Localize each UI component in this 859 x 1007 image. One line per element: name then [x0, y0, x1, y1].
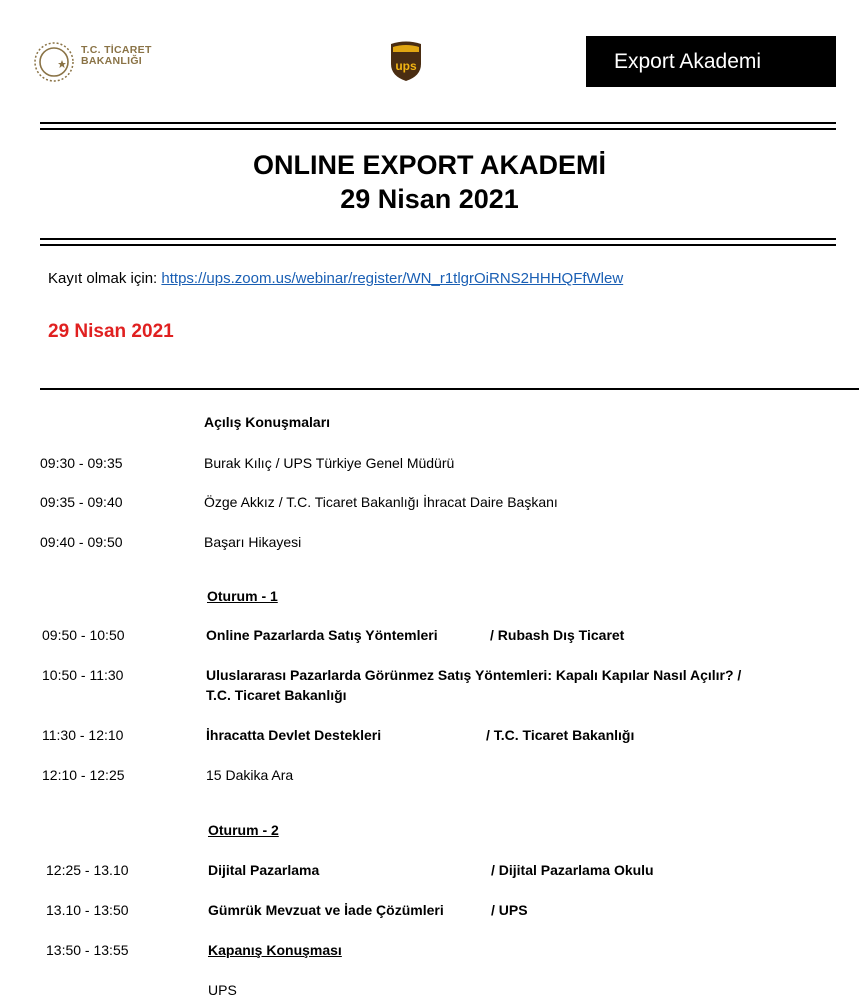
export-akademi-banner: [586, 36, 836, 87]
agenda-time: 09:40 - 09:50: [40, 534, 123, 550]
agenda-time: 09:50 - 10:50: [42, 627, 125, 643]
agenda-divider: [40, 388, 859, 390]
agenda-speaker: / UPS: [491, 902, 528, 918]
agenda-item: Başarı Hikayesi: [204, 534, 302, 550]
opening-heading: Açılış Konuşmaları: [204, 414, 331, 430]
registration-label: Kayıt olmak için:: [48, 270, 158, 287]
agenda-title: Gümrük Mevzuat ve İade Çözümleri: [208, 902, 444, 918]
agenda-time: 10:50 - 11:30: [42, 667, 124, 683]
ministry-line1: T.C. TİCARET: [81, 44, 152, 56]
agenda-speaker: T.C. Ticaret Bakanlığı: [206, 687, 347, 703]
bottom-divider-1: [40, 238, 836, 240]
registration-line: [48, 270, 623, 287]
agenda-title: Kapanış Konuşması: [208, 942, 342, 958]
session2-heading: Oturum - 2: [208, 822, 279, 838]
agenda-time: 13:50 - 13:55: [46, 942, 129, 958]
registration-link[interactable]: https://ups.zoom.us/webinar/register/WN_r1tlgrOiRNS2HHHQFfWlew: [161, 270, 624, 287]
agenda-time: 09:35 - 09:40: [40, 494, 123, 510]
page-title: [0, 148, 859, 216]
bottom-divider-2: [40, 244, 836, 246]
agenda-time: 12:10 - 12:25: [42, 767, 125, 783]
agenda-time: 09:30 - 09:35: [40, 455, 123, 471]
agenda-title: İhracatta Devlet Destekleri: [206, 727, 382, 743]
agenda-item: Burak Kılıç / UPS Türkiye Genel Müdürü: [204, 455, 455, 471]
top-divider-2: [40, 128, 836, 130]
ministry-emblem-icon: [32, 40, 76, 84]
agenda-speaker: / T.C. Ticaret Bakanlığı: [486, 727, 635, 743]
agenda-speaker: / Rubash Dış Ticaret: [490, 627, 625, 643]
session1-heading: Oturum - 1: [207, 588, 278, 604]
agenda-time: 11:30 - 12:10: [42, 727, 124, 743]
date-heading: 29 Nisan 2021: [48, 321, 174, 342]
agenda-title: Online Pazarlarda Satış Yöntemleri: [206, 627, 438, 643]
ministry-name: [81, 45, 152, 67]
export-akademi-label: Export Akademi: [614, 49, 762, 73]
top-divider-1: [40, 122, 836, 124]
agenda-speaker: / Dijital Pazarlama Okulu: [491, 862, 654, 878]
svg-text:ups: ups: [395, 59, 417, 73]
title-line2: 29 Nisan 2021: [340, 184, 519, 214]
agenda-time: 12:25 - 13.10: [46, 862, 129, 878]
agenda-title: 15 Dakika Ara: [206, 767, 294, 783]
agenda-time: 13.10 - 13:50: [46, 902, 129, 918]
agenda-title: Dijital Pazarlama: [208, 862, 320, 878]
ups-logo-icon: [388, 40, 424, 82]
ministry-line2: BAKANLIĞI: [81, 55, 143, 67]
closing-speaker: UPS: [208, 982, 237, 998]
title-line1: ONLINE EXPORT AKADEMİ: [252, 150, 607, 180]
agenda-item: Özge Akkız / T.C. Ticaret Bakanlığı İhracat Daire Başkanı: [204, 494, 558, 510]
agenda-title: Uluslararası Pazarlarda Görünmez Satış Yöntemleri: Kapalı Kapılar Nasıl Açılır? /: [206, 667, 742, 683]
